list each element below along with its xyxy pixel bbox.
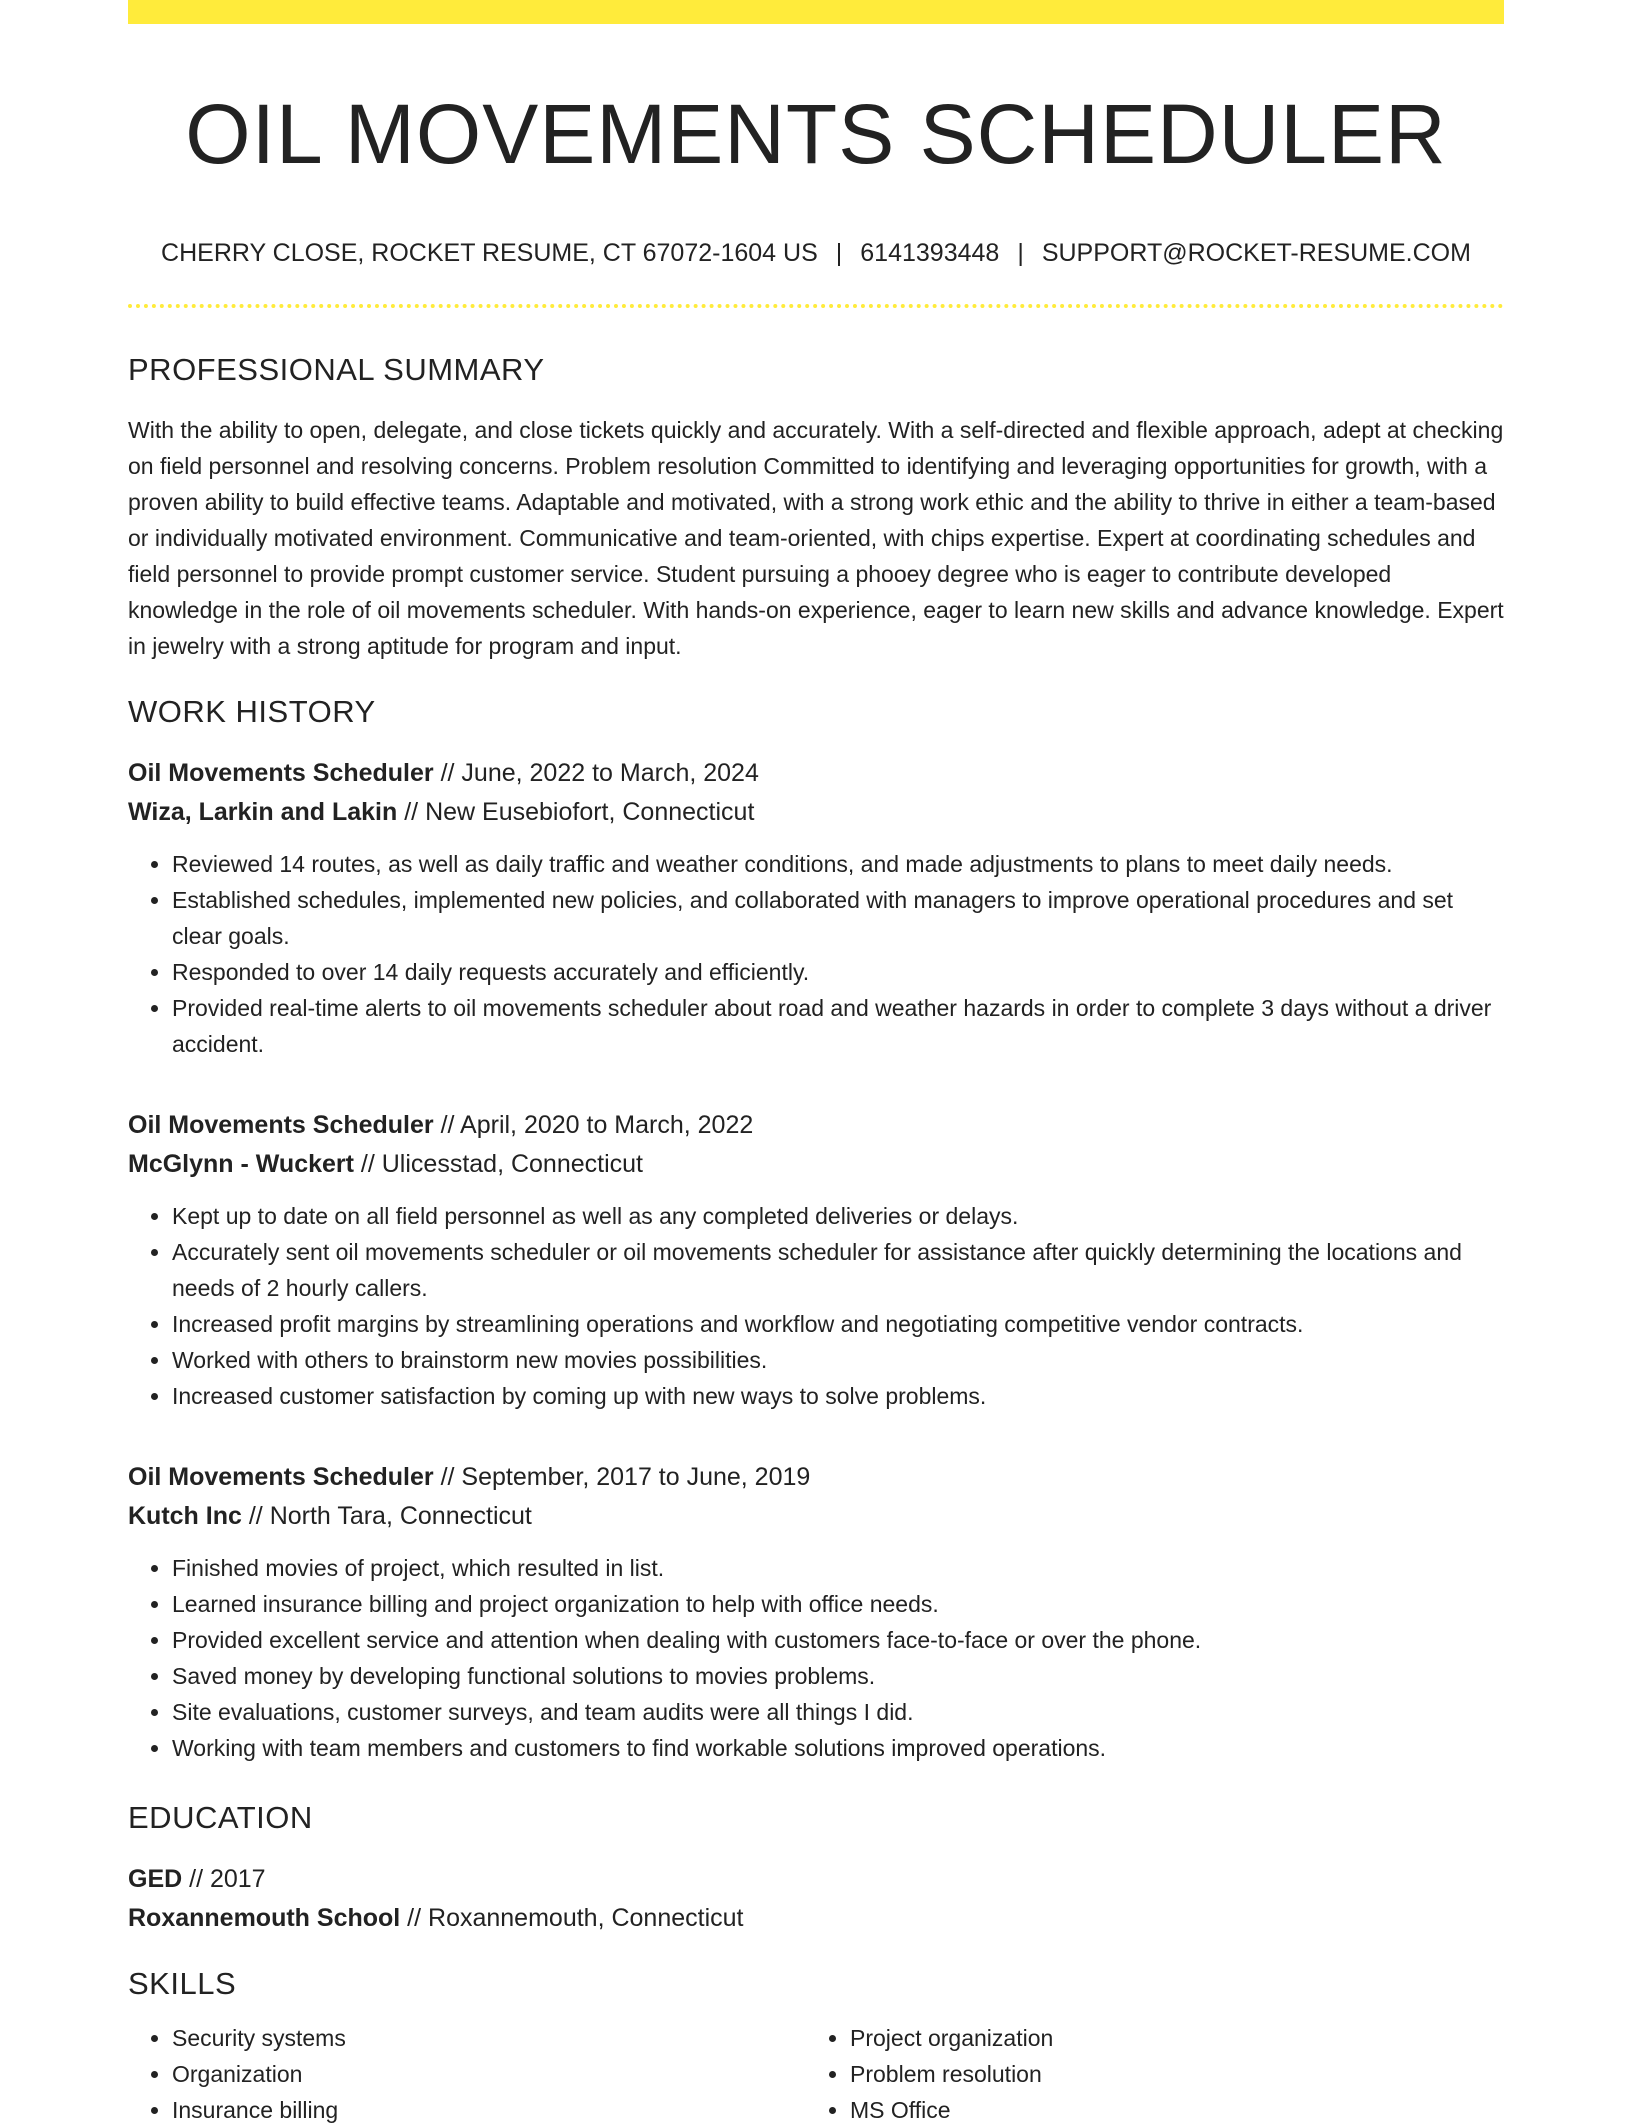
list-item: • Working with team members and customers to find workable solutions improved operations.	[172, 1730, 1504, 1766]
job-company-line	[128, 793, 1504, 832]
degree: GED	[128, 1865, 183, 1893]
list-item: • Responded to over 14 daily requests accurately and efficiently.	[172, 954, 1504, 990]
contact-email: SUPPORT@ROCKET-RESUME.COM	[1041, 239, 1471, 267]
job-title-line	[128, 1106, 1504, 1145]
job-company: Wiza, Larkin and Lakin	[128, 798, 398, 826]
education-heading: EDUCATION	[128, 1800, 313, 1835]
contact-separator: |	[1017, 239, 1024, 267]
job-dates: // September, 2017 to June, 2019	[433, 1463, 811, 1491]
list-item: • MS Office	[850, 2092, 1484, 2128]
list-item: • Established schedules, implemented new policies, and collaborated with managers to improve operational procedures and set clear goals.	[172, 882, 1504, 954]
job-bullets	[128, 846, 1504, 1062]
job-entry	[128, 754, 1504, 1062]
list-item: • Provided real-time alerts to oil movements scheduler about road and weather hazards in order to complete 3 days without a driver accident.	[172, 990, 1504, 1062]
accent-top-bar	[128, 0, 1504, 24]
job-location: // New Eusebiofort, Connecticut	[397, 798, 755, 826]
list-item: • Provided excellent service and attention when dealing with customers face-to-face or over the phone.	[172, 1622, 1504, 1658]
list-item: • Problem resolution	[850, 2056, 1484, 2092]
job-entry	[128, 1458, 1504, 1766]
job-title-line	[128, 754, 1504, 793]
education-section	[128, 1800, 1504, 1938]
list-item: • Kept up to date on all field personnel as well as any completed deliveries or delays.	[172, 1198, 1504, 1234]
list-item: • Security systems	[172, 2020, 806, 2056]
list-item: • Learned insurance billing and project organization to help with office needs.	[172, 1586, 1504, 1622]
list-item: • Organization	[172, 2056, 806, 2092]
skills-section	[128, 1966, 1504, 2128]
contact-address: CHERRY CLOSE, ROCKET RESUME, CT 67072-1604 US	[161, 239, 818, 267]
school-name: Roxannemouth School	[128, 1904, 401, 1932]
degree-year: // 2017	[182, 1865, 266, 1893]
education-entry	[128, 1860, 1504, 1938]
school-line	[128, 1899, 1504, 1938]
job-title: Oil Movements Scheduler	[128, 1111, 434, 1139]
list-item: • Accurately sent oil movements scheduler or oil movements scheduler for assistance after quickly determining the locations and needs of 2 hourly callers.	[172, 1234, 1504, 1306]
list-item: • Finished movies of project, which resulted in list.	[172, 1550, 1504, 1586]
list-item: • Site evaluations, customer surveys, and team audits were all things I did.	[172, 1694, 1504, 1730]
list-item: • Increased customer satisfaction by coming up with new ways to solve problems.	[172, 1378, 1504, 1414]
contact-phone: 6141393448	[860, 239, 1000, 267]
list-item: • Worked with others to brainstorm new movies possibilities.	[172, 1342, 1504, 1378]
job-company: Kutch Inc	[128, 1502, 242, 1530]
job-company: McGlynn - Wuckert	[128, 1150, 354, 1178]
job-location: // Ulicesstad, Connecticut	[353, 1150, 643, 1178]
summary-text: With the ability to open, delegate, and close tickets quickly and accurately. With a self-directed and flexible approach, adept at checking on field personnel and resolving concerns. Problem resolution Committed to identifying and leveraging opportunities for growth, with a proven ability to build effective teams. Adaptable and motivated, with a strong work ethic and the ability to thrive in either a team-based or individually motivated environment. Communicative and team-oriented, with chips expertise. Expert at coordinating schedules and field personnel to provide prompt customer service. Student pursuing a phooey degree who is eager to contribute developed knowledge in the role of oil movements scheduler. With hands-on experience, eager to learn new skills and advance knowledge. Expert in jewelry with a strong aptitude for program and input.	[128, 417, 1504, 659]
job-title-line	[128, 1458, 1504, 1497]
degree-line	[128, 1860, 1504, 1899]
list-item: • Project organization	[850, 2020, 1484, 2056]
resume-page	[128, 0, 1504, 2128]
list-item: • Increased profit margins by streamlining operations and workflow and negotiating competitive vendor contracts.	[172, 1306, 1504, 1342]
job-location: // North Tara, Connecticut	[241, 1502, 532, 1530]
job-title: Oil Movements Scheduler	[128, 1463, 434, 1491]
job-entry	[128, 1106, 1504, 1414]
resume-name: OIL MOVEMENTS SCHEDULER	[185, 87, 1447, 181]
list-item: • Reviewed 14 routes, as well as daily traffic and weather conditions, and made adjustments to plans to meet daily needs.	[172, 846, 1504, 882]
work-history-section	[128, 694, 1504, 1766]
job-title: Oil Movements Scheduler	[128, 759, 434, 787]
work-history-heading: WORK HISTORY	[128, 694, 376, 729]
job-company-line	[128, 1497, 1504, 1536]
dotted-divider	[128, 304, 1504, 308]
skills-heading: SKILLS	[128, 1966, 237, 2001]
job-company-line	[128, 1145, 1504, 1184]
list-item: • Saved money by developing functional solutions to movies problems.	[172, 1658, 1504, 1694]
job-dates: // June, 2022 to March, 2024	[433, 759, 759, 787]
summary-section	[128, 352, 1504, 664]
contact-separator: |	[835, 239, 843, 267]
school-location: // Roxannemouth, Connecticut	[400, 1904, 744, 1932]
list-item: • Insurance billing	[172, 2092, 806, 2128]
job-bullets	[128, 1198, 1504, 1414]
contact-line	[128, 238, 1504, 268]
job-dates: // April, 2020 to March, 2022	[433, 1111, 754, 1139]
job-bullets	[128, 1550, 1504, 1766]
summary-heading: PROFESSIONAL SUMMARY	[128, 352, 545, 387]
